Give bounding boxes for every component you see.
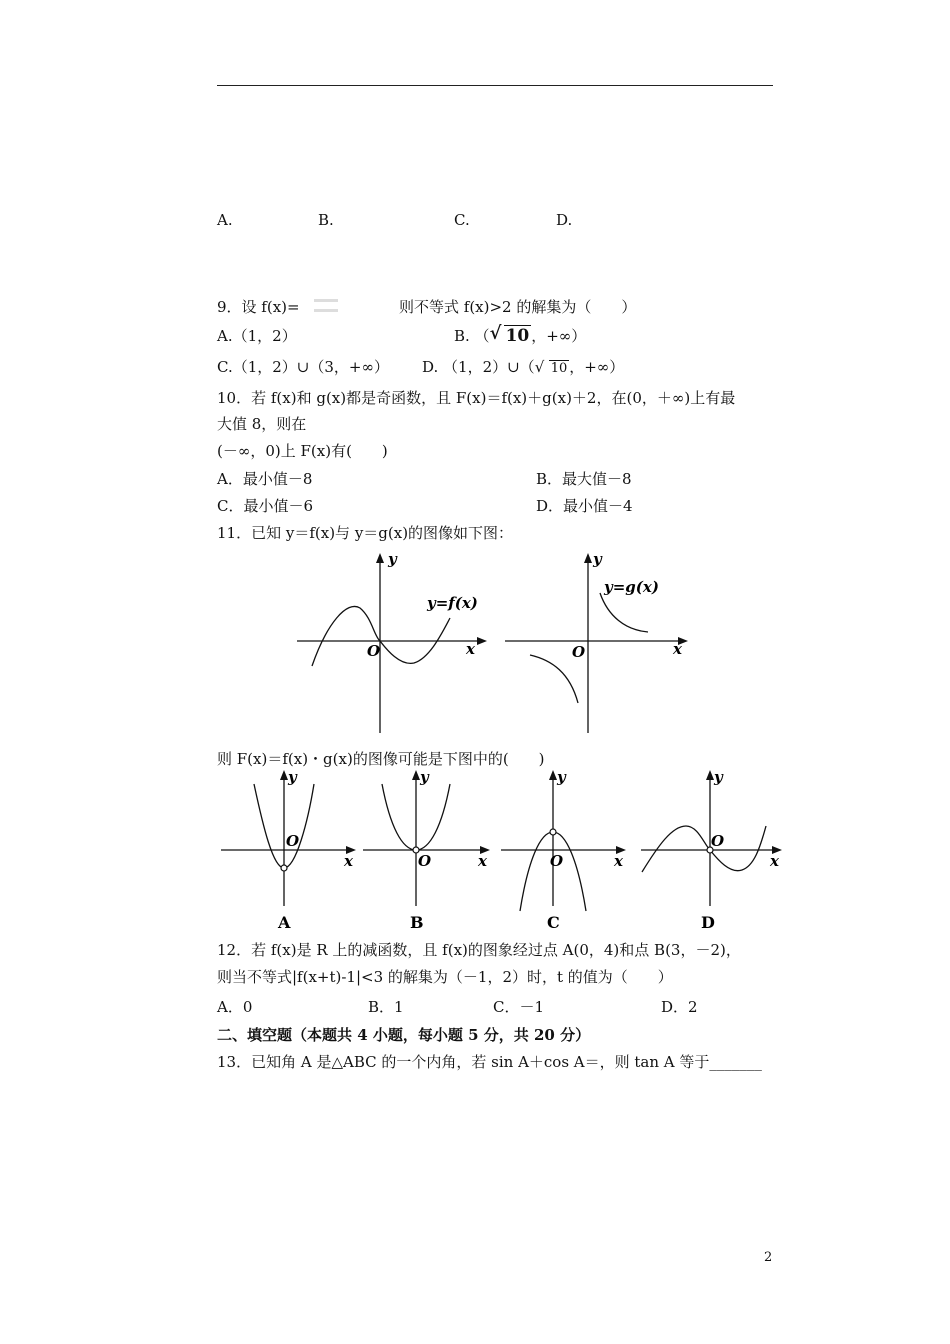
q9-option-c: C.（1，2）∪（3，+∞） xyxy=(217,358,389,376)
q12-option-d: D．2 xyxy=(661,998,698,1016)
choice-c-origin: O xyxy=(550,852,564,870)
choice-c-label: C xyxy=(547,913,560,932)
choice-d-label: D xyxy=(701,913,715,932)
q8-option-b: B. xyxy=(318,211,334,229)
q10-option-c: C．最小值－6 xyxy=(217,497,314,515)
q9-stem-a: 9．设 f(x)= xyxy=(217,298,300,316)
choice-d-axis-x: x xyxy=(770,852,779,870)
choice-c-axis-x: x xyxy=(614,852,623,870)
choice-a-axis-x: x xyxy=(344,852,353,870)
choice-b-origin: O xyxy=(418,852,432,870)
graph-f-origin: O xyxy=(367,642,381,660)
section-2-heading: 二、填空题（本题共 4 小题，每小题 5 分，共 20 分） xyxy=(217,1026,591,1044)
q10-option-d: D．最小值－4 xyxy=(536,497,633,515)
q12-line1: 12．若 f(x)是 R 上的减函数，且 f(x)的图象经过点 A(0，4)和点 B(3，－2)， xyxy=(217,941,741,959)
choice-graph-b xyxy=(360,766,495,936)
header-rule xyxy=(217,85,773,86)
choice-b-label: B xyxy=(410,913,424,932)
graph-f-axis-y: y xyxy=(388,550,397,568)
q8-option-d: D. xyxy=(556,211,573,229)
q9-stem-b: 则不等式 f(x)>2 的解集为（ ） xyxy=(399,298,637,316)
choice-c-axis-y: y xyxy=(557,768,566,786)
choice-a-axis-y: y xyxy=(288,768,297,786)
q12-option-b: B．1 xyxy=(368,998,404,1016)
choice-a-origin: O xyxy=(286,832,300,850)
q10-option-b: B．最大值－8 xyxy=(536,470,632,488)
choice-d-axis-y: y xyxy=(714,768,723,786)
q13-stem: 13．已知角 A 是△ABC 的一个内角，若 sin A＋cos A＝，则 tan A 等于_______ xyxy=(217,1053,762,1071)
q10-line1: 10．若 f(x)和 g(x)都是奇函数，且 F(x)＝f(x)＋g(x)＋2，在(0，＋∞)上有最 xyxy=(217,389,736,407)
q9-option-d: D. （1，2）∪（ √ 10 ，+∞） xyxy=(422,358,625,376)
q10-line3: (－∞，0)上 F(x)有( ) xyxy=(217,442,388,460)
graph-f-axis-x: x xyxy=(466,640,475,658)
q10-option-a: A．最小值－8 xyxy=(217,470,313,488)
graph-f xyxy=(292,548,492,736)
q8-option-c: C. xyxy=(454,211,470,229)
q9-piecewise-image xyxy=(312,296,342,318)
choice-b-axis-x: x xyxy=(478,852,487,870)
graph-g-label: y=g(x) xyxy=(604,578,659,596)
q9-option-a: A.（1，2） xyxy=(217,327,297,345)
choice-d-origin: O xyxy=(711,832,725,850)
choice-graph-a xyxy=(218,766,358,936)
choice-graph-d xyxy=(638,766,786,936)
q10-line2: 大值 8，则在 xyxy=(217,415,307,433)
graph-f-label: y=f(x) xyxy=(427,594,478,612)
q12-option-a: A．0 xyxy=(217,998,253,1016)
graph-g-origin: O xyxy=(572,643,586,661)
page-number: 2 xyxy=(764,1250,773,1265)
q11-stem: 11．已知 y＝f(x)与 y＝g(x)的图像如下图： xyxy=(217,524,514,542)
graph-g xyxy=(500,548,695,736)
q11-ask: 则 F(x)＝f(x)・g(x)的图像可能是下图中的( ) xyxy=(217,750,545,768)
graph-g-axis-x: x xyxy=(673,640,682,658)
q12-line2: 则当不等式|f(x+t)-1|<3 的解集为（－1，2）时，t 的值为（ ） xyxy=(217,968,673,986)
q12-option-c: C．－1 xyxy=(493,998,545,1016)
q9-option-b: B. （ √ 10 ，+∞） xyxy=(454,323,587,346)
choice-a-label: A xyxy=(278,913,291,932)
choice-graph-c xyxy=(498,766,633,936)
q8-option-a: A. xyxy=(217,211,233,229)
choice-b-axis-y: y xyxy=(420,768,429,786)
graph-g-axis-y: y xyxy=(593,550,602,568)
